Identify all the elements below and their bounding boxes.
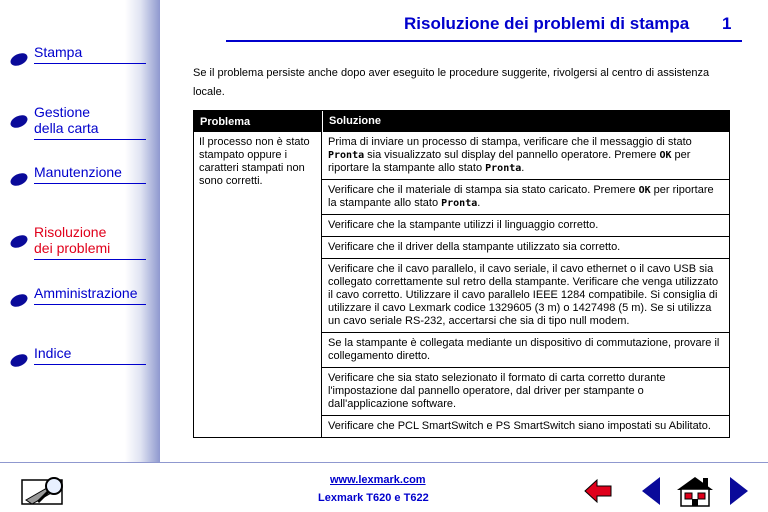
sidebar-divider [34, 364, 146, 365]
solution-text: per riportare la stampante allo stato [328, 184, 714, 209]
sidebar-item-label[interactable]: Stampa [34, 44, 83, 60]
sidebar-item-label[interactable]: Risoluzione [34, 224, 107, 240]
solution-item: Se la stampante è collegata mediante un dispositivo di commutazione, provare il collegamento diretto. [322, 333, 729, 368]
solutions-cell [322, 132, 729, 437]
solution-text: per riportare la stampante allo stato [328, 149, 691, 174]
problem-cell: Il processo non è stato stampato oppure i caratteri stampati non sono corretti. [194, 132, 322, 437]
search-icon[interactable] [14, 474, 70, 508]
solution-text: . [477, 197, 481, 209]
table-header [194, 111, 729, 132]
back-arrow-icon[interactable] [583, 474, 613, 508]
bullet-icon [9, 113, 30, 131]
solution-item [322, 180, 729, 215]
troubleshooting-table [193, 110, 730, 438]
solution-text: . [521, 162, 525, 174]
column-header-solution: Soluzione [322, 111, 729, 132]
header-divider [226, 40, 742, 42]
website-link[interactable]: www.lexmark.com [330, 474, 426, 486]
printer-model: Lexmark T620 e T622 [318, 492, 429, 504]
sidebar-item-label[interactable]: Amministrazione [34, 285, 138, 301]
sidebar-item-label-line2[interactable]: della carta [34, 120, 99, 136]
solution-item: Verificare che la stampante utilizzi il linguaggio corretto. [322, 215, 729, 237]
solution-item: Verificare che il driver della stampante utilizzato sia corretto. [322, 237, 729, 259]
key-code: OK [638, 185, 651, 196]
intro-text: Se il problema persiste anche dopo aver eseguito le procedure suggerite, rivolgersi al centro di assistenza locale. [193, 67, 710, 98]
sidebar-item-label-line2[interactable]: dei problemi [34, 240, 111, 256]
bullet-icon [9, 292, 30, 310]
status-code: Pronta [328, 150, 365, 161]
bullet-icon [9, 171, 30, 189]
sidebar-divider [34, 259, 146, 260]
status-code: Pronta [441, 198, 478, 209]
sidebar-divider [34, 183, 146, 184]
sidebar [0, 0, 160, 462]
next-page-icon[interactable] [728, 474, 750, 508]
sidebar-divider [34, 63, 146, 64]
solution-item: Verificare che il cavo parallelo, il cavo seriale, il cavo ethernet o il cavo USB sia collegato correttamente sul retro della stampante. Verificare che venga utilizzato il cavo corretto. Utilizzare il cavo parallelo IEEE 1284 compatibile. Si consiglia di utilizzare il cavo Lexmark codice 1329605 (3 m) o 1427498 (5 m). Se si utilizza un cavo seriale RS-232, accertarsi che sia di tipo null modem. [322, 259, 729, 333]
sidebar-item-label[interactable]: Indice [34, 345, 72, 361]
bullet-icon [9, 352, 30, 370]
page-title: Risoluzione dei problemi di stampa [404, 14, 690, 33]
home-icon[interactable] [673, 474, 717, 508]
status-code: Pronta [485, 163, 522, 174]
solution-text: Verificare che il materiale di stampa sia stato caricato. Premere [328, 184, 639, 196]
bullet-icon [9, 233, 30, 251]
page-number: 1 [722, 14, 732, 33]
sidebar-item-label[interactable]: Manutenzione [34, 164, 122, 180]
sidebar-divider [34, 304, 146, 305]
previous-page-icon[interactable] [640, 474, 662, 508]
solution-text: Prima di inviare un processo di stampa, verificare che il messaggio di stato [328, 136, 692, 148]
solution-text: sia visualizzato sul display del pannello operatore. Premere [364, 149, 660, 161]
column-header-problem: Problema [200, 115, 251, 128]
solution-item: Verificare che sia stato selezionato il formato di carta corretto durante l'impostazione dal pannello operatore, dal driver per stampante o dall'applicazione software. [322, 368, 729, 416]
sidebar-item-label[interactable]: Gestione [34, 104, 91, 120]
key-code: OK [659, 150, 672, 161]
sidebar-divider [34, 139, 146, 140]
table-row [194, 132, 729, 437]
bullet-icon [9, 51, 30, 69]
solution-item [322, 132, 729, 180]
footer-divider [0, 462, 768, 463]
solution-item: Verificare che PCL SmartSwitch e PS SmartSwitch siano impostati su Abilitato. [328, 420, 711, 432]
